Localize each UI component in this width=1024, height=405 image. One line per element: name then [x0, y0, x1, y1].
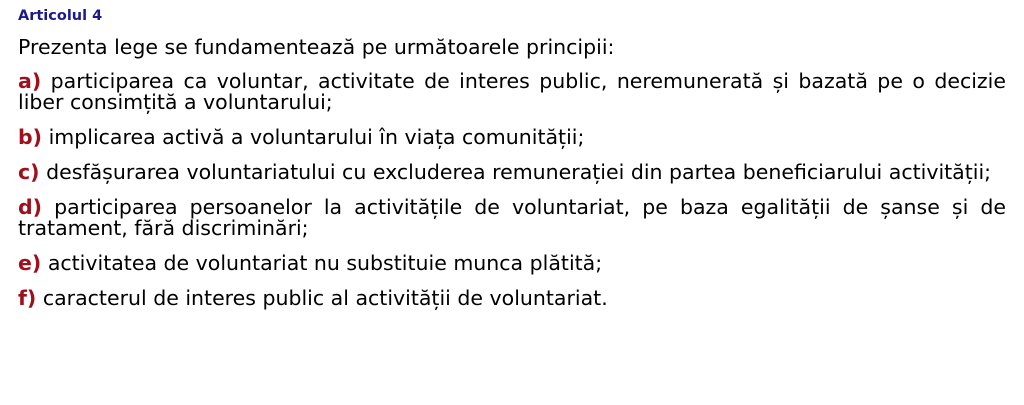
- principle-letter: f): [18, 286, 37, 310]
- principle-item-b: [18, 127, 1006, 148]
- principle-item-c: [18, 162, 1006, 183]
- principle-letter: e): [18, 251, 42, 275]
- principle-text: participarea ca voluntar, activitate de interes public, neremunerată și bazată pe o decizie liber consimțită a voluntarului;: [18, 69, 1006, 114]
- principle-item-a: [18, 71, 1006, 113]
- principle-text: implicarea activă a voluntarului în viața comunității;: [48, 125, 585, 149]
- principle-letter: d): [18, 195, 43, 219]
- principle-item-d: [18, 197, 1006, 239]
- principle-text: caracterul de interes public al activității de voluntariat.: [42, 286, 608, 310]
- article-intro: Prezenta lege se fundamentează pe următoarele principii:: [18, 35, 615, 59]
- principle-letter: b): [18, 125, 43, 149]
- principle-letter: a): [18, 69, 42, 93]
- principle-item-f: [18, 288, 1006, 309]
- principles-list: [18, 71, 1006, 309]
- principle-text: participarea persoanelor la activitățile de voluntariat, pe baza egalității de șanse și de tratament, fără discriminări;: [18, 195, 1006, 240]
- principle-text: activitatea de voluntariat nu substituie munca plătită;: [47, 251, 603, 275]
- article-title: Articolul 4: [18, 8, 103, 24]
- principle-letter: c): [18, 160, 40, 184]
- principle-item-e: [18, 253, 1006, 274]
- principle-text: desfășurarea voluntariatului cu excluderea remunerației din partea beneficiarului activității;: [46, 160, 992, 184]
